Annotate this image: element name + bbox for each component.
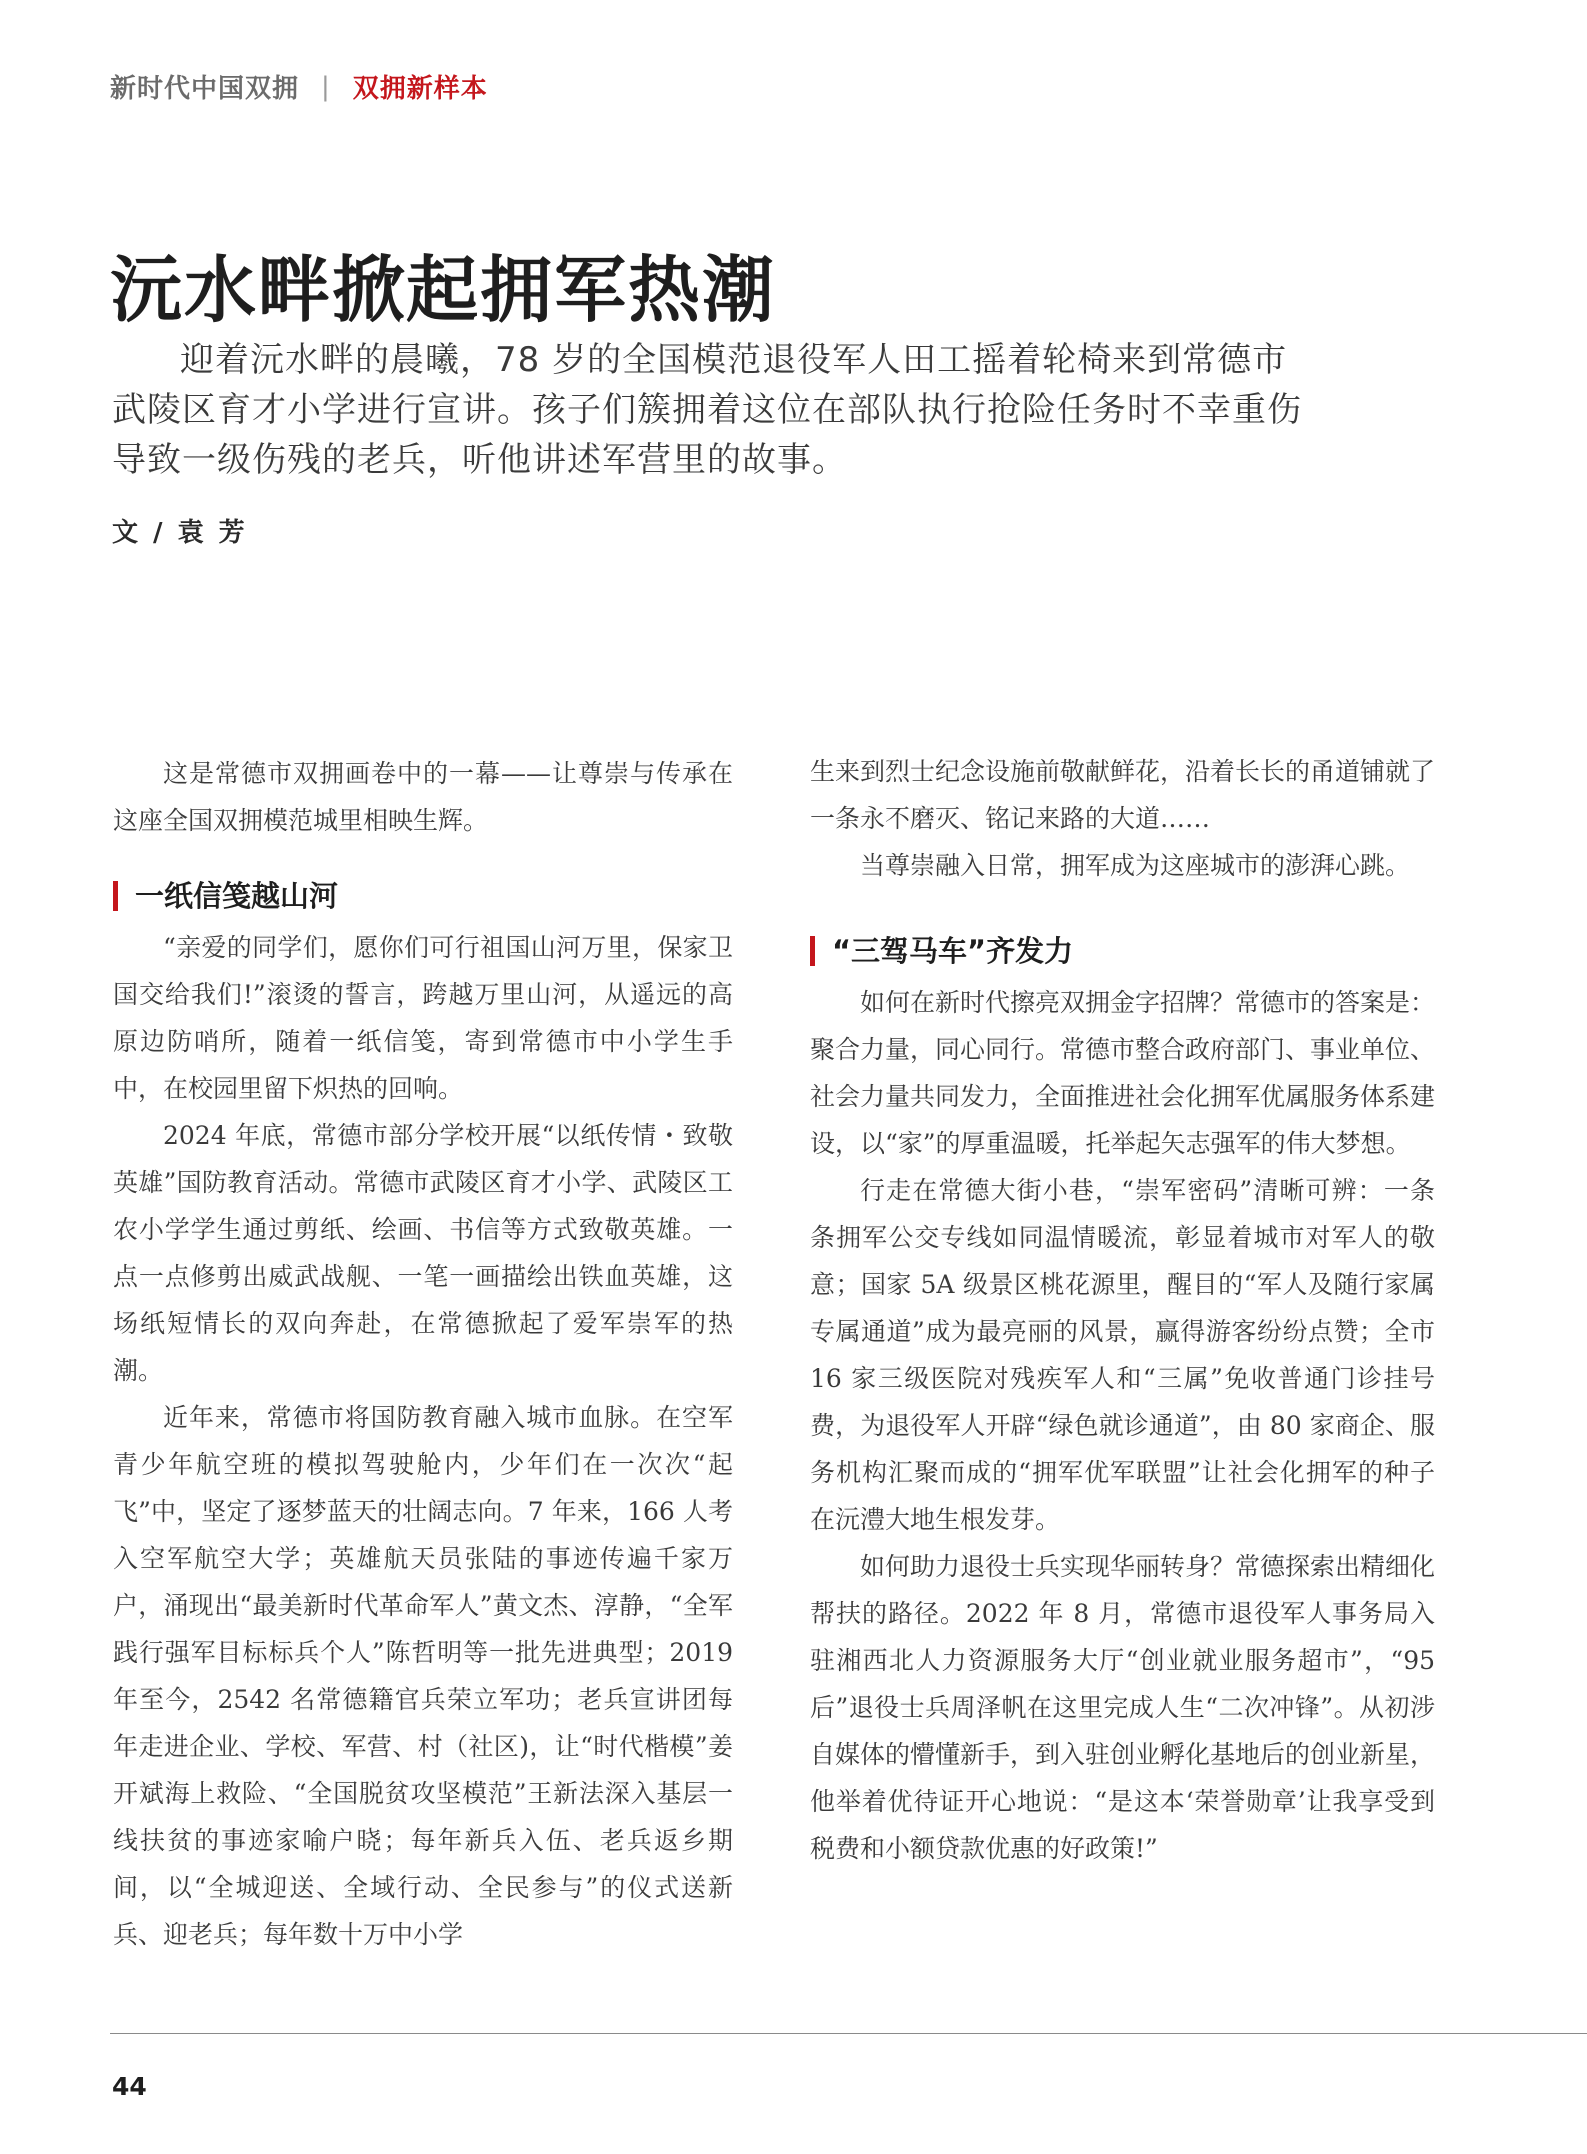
heading-accent-bar (113, 881, 118, 911)
section-name: 新时代中国双拥 (110, 74, 300, 104)
body-paragraph: 近年来，常德市将国防教育融入城市血脉。在空军青少年航空班的模拟驾驶舱内，少年们在一次次“起飞”中，坚定了逐梦蓝天的壮阔志向。7 年来，166 人考入空军航空大学；英雄航天员张陆的事迹传遍千家万户，涌现出“最美新时代革命军人”黄文杰、淳静，“全军践行强军目标标兵个人”陈哲明等一批先进典型；2019 年至今，2542 名常德籍官兵荣立军功；老兵宣讲团每年走进企业、学校、军营、村（社区)，让“时代楷模”姜开斌海上救险、“全国脱贫攻坚模范”王新法深入基层一线扶贫的事迹家喻户晓；每年新兵入伍、老兵返乡期间，以“全城迎送、全域行动、全民参与”的仪式送新兵、迎老兵；每年数十万中小学 (113, 1403, 733, 1949)
body-paragraph: 当尊崇融入日常，拥军成为这座城市的澎湃心跳。 (860, 851, 1411, 880)
section-heading-2 (810, 929, 1435, 973)
heading-text: 一纸信笺越山河 (135, 879, 339, 913)
body-paragraph: “亲爱的同学们，愿你们可行祖国山河万里，保家卫国交给我们!”滚烫的誓言，跨越万里山河，从遥远的高原边防哨所，随着一纸信笺，寄到常德市中小学生手中，在校园里留下炽热的回响。 (113, 933, 733, 1103)
body-paragraph: 如何在新时代擦亮双拥金字招牌？常德市的答案是：聚合力量，同心同行。常德市整合政府部门、事业单位、社会力量共同发力，全面推进社会化拥军优属服务体系建设，以“家”的厚重温暖，托举起矢志强军的伟大梦想。 (810, 988, 1436, 1158)
section-heading-1 (113, 874, 733, 918)
header-separator: | (321, 71, 331, 102)
right-column (810, 748, 1435, 1872)
body-paragraph: 如何助力退役士兵实现华丽转身？常德探索出精细化帮扶的路径。2022 年 8 月，常德市退役军人事务局入驻湘西北人力资源服务大厅“创业就业服务超市”，“95 后”退役士兵周泽帆在这里完成人生“二次冲锋”。从初涉自媒体的懵懂新手，到入驻创业孵化基地后的创业新星，他举着优待证开心地说：“是这本‘荣誉勋章’让我享受到税费和小额贷款优惠的好政策!” (810, 1552, 1436, 1863)
body-paragraph: 2024 年底，常德市部分学校开展“以纸传情・致敬英雄”国防教育活动。常德市武陵区育才小学、武陵区工农小学学生通过剪纸、绘画、书信等方式致敬英雄。一点一点修剪出威武战舰、一笔一画描绘出铁血英雄，这场纸短情长的双向奔赴，在常德掀起了爱军崇军的热潮。 (113, 1121, 733, 1385)
byline: 文 / 袁 芳 (112, 518, 248, 548)
article-title: 沅水畔掀起拥军热潮 (110, 247, 777, 332)
footer-rule (110, 2033, 1587, 2034)
heading-accent-bar (810, 936, 815, 966)
body-paragraph: 行走在常德大街小巷，“崇军密码”清晰可辨：一条条拥军公交专线如同温情暖流，彰显着城市对军人的敬意；国家 5A 级景区桃花源里，醒目的“军人及随行家属专属通道”成为最亮丽的风景，赢得游客纷纷点赞；全市 16 家三级医院对残疾军人和“三属”免收普通门诊挂号费，为退役军人开辟“绿色就诊通道”，由 80 家商企、服务机构汇聚而成的“拥军优军联盟”让社会化拥军的种子在沅澧大地生根发芽。 (810, 1176, 1435, 1534)
column-name: 双拥新样本 (352, 74, 488, 104)
running-head (110, 68, 488, 105)
article-lead: 迎着沅水畔的晨曦，78 岁的全国模范退役军人田工摇着轮椅来到常德市武陵区育才小学进行宣讲。孩子们簇拥着这位在部队执行抢险任务时不幸重伤导致一级伤残的老兵，听他讲述军营里的故事。 (112, 340, 1302, 480)
page-number: 44 (112, 2072, 147, 2101)
heading-text: “三驾马车”齐发力 (832, 934, 1074, 968)
intro-paragraph: 这是常德市双拥画卷中的一幕——让尊崇与传承在这座全国双拥模范城里相映生辉。 (113, 759, 733, 835)
left-column (113, 750, 733, 1958)
continued-paragraph: 生来到烈士纪念设施前敬献鲜花，沿着长长的甬道铺就了一条永不磨灭、铭记来路的大道…… (810, 757, 1436, 833)
